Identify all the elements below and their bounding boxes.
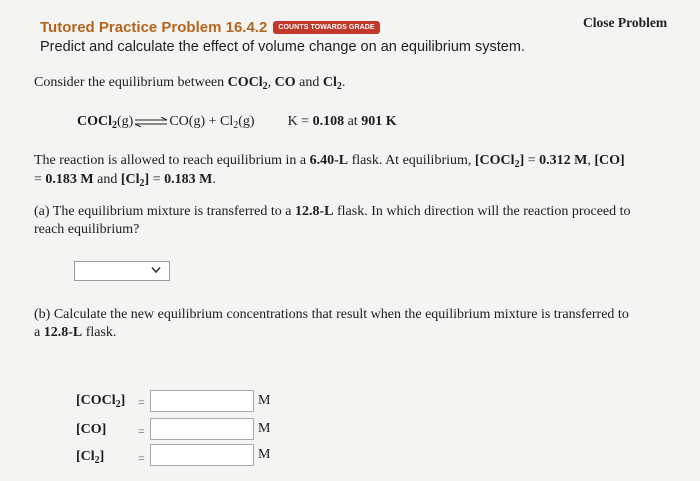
cl2-label: $[Cl_2]$	[76, 449, 105, 466]
part-a-line-2: reach equilibrium?	[34, 222, 140, 237]
page-subtitle: Predict and calculate the effect of volume change on an equilibrium system.	[40, 39, 525, 55]
equilibrium-arrow-icon	[134, 117, 168, 127]
grade-badge: COUNTS TOWARDS GRADE	[273, 21, 379, 34]
close-problem-button[interactable]: Close Problem	[583, 15, 668, 30]
part-b-line-2: a 12.8-L flask.	[34, 325, 117, 340]
direction-select[interactable]	[74, 261, 170, 281]
chevron-down-icon	[151, 266, 161, 274]
co-unit: M	[258, 421, 271, 436]
co-equals: =	[138, 424, 145, 438]
cl2-equals: =	[138, 451, 145, 465]
cocl2-equals: =	[138, 395, 145, 409]
conditions-line-2: = 0.183 M and $[Cl_2] = 0.183$ M.	[34, 172, 216, 189]
part-b-line-1: (b) Calculate the new equilibrium concentrations that result when the equilibrium mixture is transferred to	[34, 307, 629, 322]
cl2-input[interactable]	[150, 444, 254, 466]
reaction-equation: COCl$_2$(g) $CO(g) + Cl_2(g) K = 0.108$ at 901 K	[77, 114, 397, 131]
co-input[interactable]	[150, 418, 254, 440]
cocl2-unit: M	[258, 393, 271, 408]
cocl2-input[interactable]	[150, 390, 254, 412]
title-row	[40, 17, 380, 37]
page-title: Tutored Practice Problem 16.4.2	[40, 18, 268, 36]
part-a-line-1: (a) The equilibrium mixture is transferred to a 12.8-L flask. In which direction will the reaction proceed to	[34, 204, 631, 219]
cl2-unit: M	[258, 447, 271, 462]
co-label: [CO]	[76, 422, 107, 437]
cocl2-label: [COCl$_2$]	[76, 393, 126, 410]
intro-text: Consider the equilibrium between COCl$_2$, CO and $Cl_2$.	[34, 75, 346, 92]
conditions-line-1: The reaction is allowed to reach equilibrium in a 6.40-L flask. At equilibrium, [COCl$_2$] = 0.312 M, [CO]	[34, 153, 625, 170]
